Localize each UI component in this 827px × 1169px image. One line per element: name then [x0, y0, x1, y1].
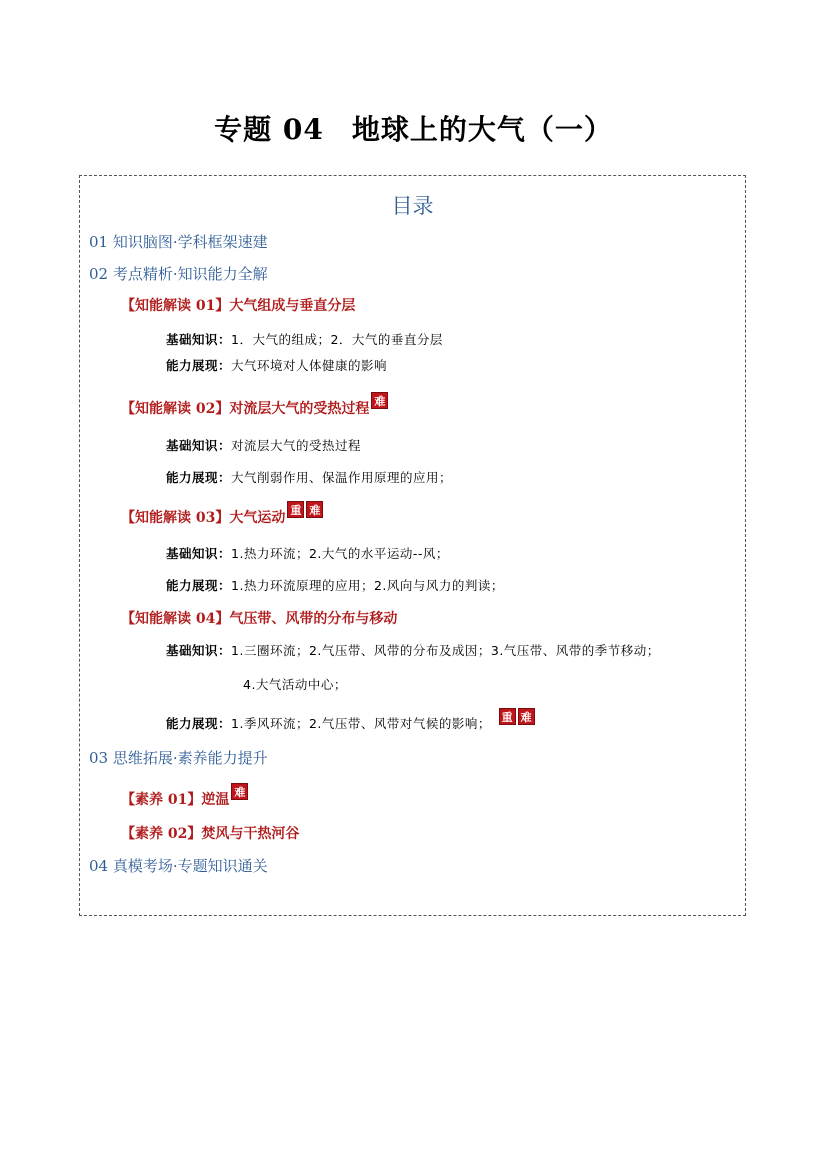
ability-label: 能力展现：	[166, 716, 232, 731]
toc-k1-ability	[166, 356, 387, 374]
toc-heading: 目录	[391, 194, 434, 218]
difficult-badge: 难	[518, 708, 535, 725]
toc-section-04[interactable]: 04 真模考场·专题知识通关	[89, 857, 268, 875]
toc-item-k3[interactable]	[121, 504, 323, 527]
ability-label: 能力展现：	[166, 358, 232, 373]
toc-item-q2-title: 【素养 02】焚风与干热河谷	[121, 826, 300, 842]
table-of-contents	[79, 175, 746, 916]
toc-item-k2[interactable]	[121, 395, 388, 418]
ability-text: 1.热力环流原理的应用；2.风向与风力的判读；	[231, 578, 504, 593]
toc-section-01[interactable]: 01 知识脑图·学科框架速建	[89, 233, 268, 251]
toc-item-k4-title: 【知能解读 04】气压带、风带的分布与移动	[121, 611, 398, 627]
base-label: 基础知识：	[166, 332, 232, 347]
toc-item-k3-title: 【知能解读 03】大气运动	[121, 510, 286, 526]
ability-label: 能力展现：	[166, 470, 232, 485]
toc-k2-base	[166, 436, 361, 454]
ability-text: 大气削弱作用、保温作用原理的应用；	[231, 470, 453, 485]
base-label: 基础知识：	[166, 546, 232, 561]
toc-k1-base	[166, 330, 443, 348]
toc-k3-base	[166, 544, 449, 562]
base-text: 1.热力环流；2.大气的水平运动--风；	[231, 546, 449, 561]
toc-k4-base-cont: 4.大气活动中心；	[243, 677, 347, 692]
ability-text: 1.季风环流；2.气压带、风带对气候的影响；	[231, 716, 491, 731]
difficult-badge: 难	[231, 783, 248, 800]
page-title	[0, 108, 827, 148]
toc-k2-ability	[166, 468, 452, 486]
base-label: 基础知识：	[166, 438, 232, 453]
toc-item-k1[interactable]	[121, 295, 355, 315]
ability-text: 大气环境对人体健康的影响	[231, 358, 388, 373]
toc-section-03[interactable]: 03 思维拓展·素养能力提升	[89, 749, 268, 767]
toc-item-k1-title: 【知能解读 01】大气组成与垂直分层	[121, 298, 356, 314]
toc-item-k4[interactable]	[121, 608, 397, 628]
base-text: 1．大气的组成；2．大气的垂直分层	[231, 332, 443, 347]
toc-item-q2[interactable]	[121, 823, 299, 843]
base-text: 1.三圈环流；2.气压带、风带的分布及成因；3.气压带、风带的季节移动；	[231, 643, 660, 658]
toc-k4-base	[166, 641, 660, 659]
base-text: 对流层大气的受热过程	[231, 438, 362, 453]
toc-item-q1-title: 【素养 01】逆温	[121, 792, 230, 808]
toc-k4-ability	[166, 711, 535, 732]
key-badge: 重	[287, 501, 304, 518]
key-badge: 重	[499, 708, 516, 725]
ability-label: 能力展现：	[166, 578, 232, 593]
toc-k3-ability	[166, 576, 504, 594]
toc-item-q1[interactable]	[121, 786, 248, 809]
difficult-badge: 难	[371, 392, 388, 409]
topic-number: 专题 04	[214, 113, 324, 146]
toc-section-02[interactable]: 02 考点精析·知识能力全解	[89, 265, 268, 283]
toc-item-k2-title: 【知能解读 02】对流层大气的受热过程	[121, 401, 370, 417]
difficult-badge: 难	[306, 501, 323, 518]
topic-name: 地球上的大气（一）	[351, 113, 613, 146]
base-label: 基础知识：	[166, 643, 232, 658]
